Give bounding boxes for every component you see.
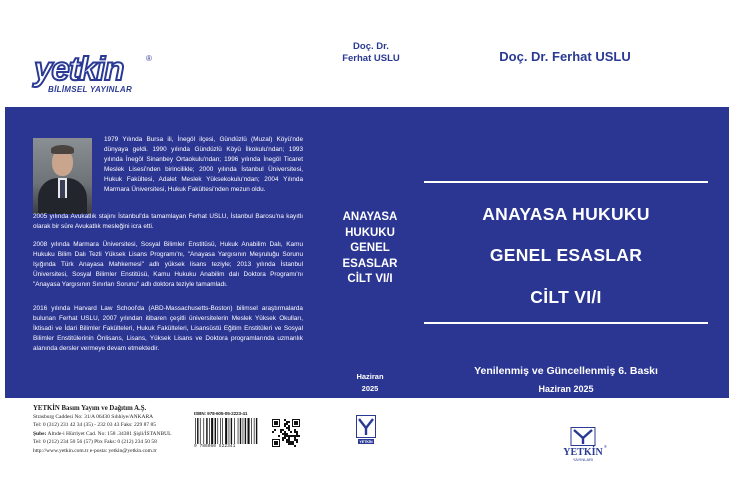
spine-title-line: ANAYASA (342, 211, 398, 223)
spine-date-year: 2025 (361, 384, 379, 393)
spine-date (340, 371, 400, 395)
publisher-branch-phone: Tel: 0 (212) 234 50 56 (57) Pbx Faks: 0 (212) 234 50 58 (33, 439, 157, 446)
spine-title-line: CİLT VI/I (347, 273, 393, 285)
registered-mark: ® (146, 54, 152, 63)
branch-label: Şube: (33, 430, 47, 437)
yetkin-logo (34, 52, 154, 98)
front-title-line: CİLT VI/I (530, 287, 602, 307)
publisher-phone: Tel: 0 (312) 231 42 34 (35) - 232 03 43 Faks: 229 87 85 (33, 422, 157, 429)
bio-paragraph: 2005 yılında Avukatlık stajını İstanbul'da tamamlayan Ferhat USLU, İstanbul Barosu'na kayıtlı olarak bir süre Avukatlık mesleğini icra etti. (33, 213, 303, 231)
edition-label: Yenilenmiş ve Güncellenmiş 6. Baskı (474, 365, 658, 377)
spine-date-month: Haziran (356, 372, 384, 381)
author-photo (33, 138, 92, 214)
publisher-info (33, 404, 171, 455)
spine-author-title: Doç. Dr. (353, 41, 389, 52)
qr-code-icon (272, 419, 300, 447)
yetkin-front-logo (557, 427, 609, 463)
bio-paragraph: 1979 Yılında Bursa ili, İnegöl ilçesi, Gündüzlü (Muzal) Köyü'nde dünyaya geldi. 1990 yılında Gündüzlü Köyü İlkokulu'ndan; 1993 yılında İnegöl Sinanbey Ortaokulu'ndan; 1996 yılında İnegöl Ticaret Meslek Lisesi'nden birincilikle; 2000 yılında İstanbul Üniversitesi, Hukuk Fakültesi, Adalet Meslek Yüksekokulu'ndan; 2004 Yılında Marmara Üniversitesi, Hukuk Fakültesi'nden mezun oldu. (104, 136, 303, 194)
spine-author-name: Ferhat USLU (342, 53, 400, 64)
svg-text:®: ® (604, 444, 607, 449)
isbn-label: ISBN: 978-605-05-2223-41 (194, 411, 248, 416)
spine-title-line: GENEL (350, 242, 390, 254)
branch-address: Altıde-i Hürriyet Cad. No: 158 .34381 Şişli/İSTANBUL (46, 430, 172, 437)
spine-author (338, 41, 404, 65)
front-date: Haziran 2025 (538, 384, 594, 394)
yetkin-emblem-icon (356, 415, 376, 445)
front-author: Doç. Dr. Ferhat USLU (499, 49, 631, 64)
spine-title-line: ESASLAR (342, 257, 398, 270)
bio-paragraph: 2016 yılında Harvard Law School'da (ABD-Massachusetts-Boston) bilimsel araştırmalarda bulunan Ferhat USLU, 2007 yılından itibaren çeşitli üniversitelerin Meslek Yüksek Okulları, İktisadi ve İdari Bilimler Fakülteleri, Hukuk Fakülteleri, Lisansüstü Eğitim Enstitüleri ve Sosyal Bilimler Enstitülerinin Önlisans, Lisans, Yüksek Lisans ve Doktora programlarında uzmanlık alanında dersler vermeye devam etmektedir. (33, 305, 303, 353)
publisher-branch (33, 430, 171, 438)
svg-text:YAYINLARI: YAYINLARI (572, 457, 594, 462)
barcode-icon (194, 418, 260, 444)
barcode-number: 9 786050 522341 (194, 444, 236, 449)
title-rule-bottom (424, 322, 708, 324)
front-title-line: GENEL ESASLAR (489, 245, 643, 265)
logo-subtitle: BİLİMSEL YAYINLAR (48, 85, 133, 94)
logo-wordmark: yetkin (34, 50, 124, 87)
publisher-web: http://www.yetkin.com.tr e-posta: yetkin@yetkin.com.tr (33, 447, 157, 454)
title-rule-top (424, 181, 708, 183)
bio-paragraph: 2008 yılında Marmara Üniversitesi, Sosyal Bilimler Enstitüsü, Hukuk Anabilim Dalı, Kamu Hukuku Bilim Dalı Tezli Yüksek Lisans Programı'nı, "Anayasa Yargısının Meşruluğu Sorunu Işığında Türk Anayasa Mahkemesi" adlı yüksek lisans teziyle; 2013 yılında İstanbul Üniversitesi, Sosyal Bilimler Enstitüsü, Kamu Hukuku Anabilim dalı Doktora Programı'nı "Anayasa Yargısının Sınırları Sorunu" adlı doktora teziyle tamamladı. (33, 241, 303, 289)
publisher-name: YETKİN Basım Yayım ve Dağıtım A.Ş. (33, 405, 147, 412)
svg-text:YETKİN: YETKİN (563, 447, 603, 458)
front-title-line: ANAYASA HUKUKU (482, 204, 650, 224)
publisher-address: Strasburg Caddesi No: 31/A 06430 Sıhhiye/ANKARA (33, 414, 154, 420)
spine-title (330, 210, 410, 288)
svg-text:YETKİN: YETKİN (359, 440, 373, 445)
isbn-barcode (194, 411, 264, 449)
spine-title-line: HUKUKU (345, 226, 395, 239)
